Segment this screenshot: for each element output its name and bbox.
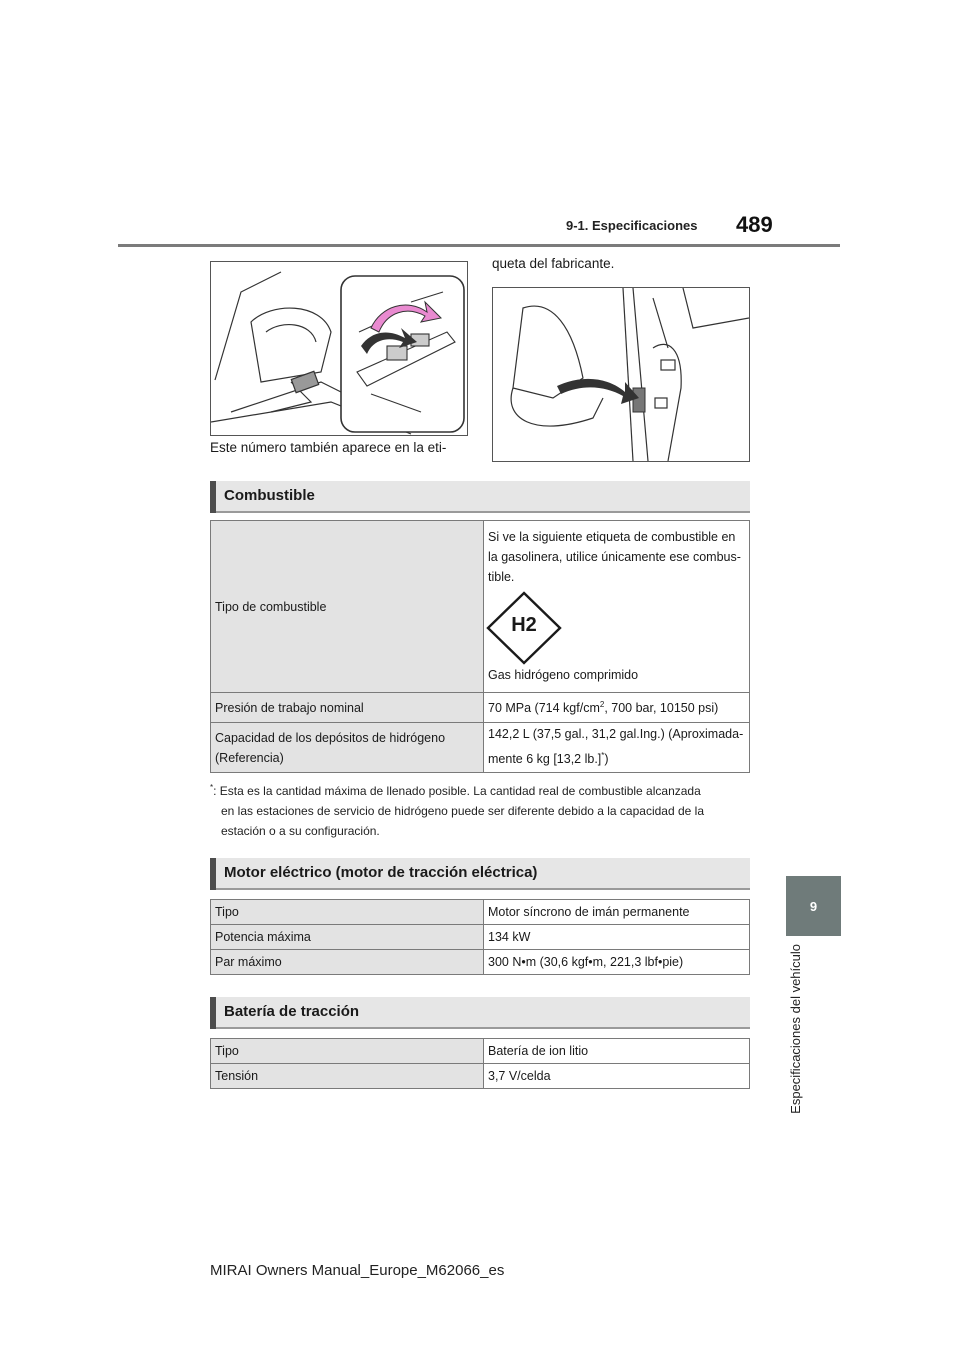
table-key: [211, 723, 484, 773]
table-key: Tensión: [211, 1064, 484, 1089]
table-row: [211, 521, 750, 693]
chapter-title-text: Especificaciones del vehículo: [788, 944, 803, 1114]
battery-table: [210, 1038, 750, 1089]
table-row: [211, 723, 750, 773]
fuel-note-line: Gas hidrógeno comprimido: [488, 668, 639, 682]
header-rule: [118, 244, 840, 247]
footnote-text: : Esta es la cantidad máxima de llenado posible. La cantidad real de combustible alcanzada: [213, 784, 701, 798]
superscript: 2: [599, 699, 605, 709]
section-accent: [210, 997, 216, 1029]
table-row: [211, 925, 750, 950]
section-title: 9-1. Especificaciones: [566, 218, 698, 233]
value-part: 70 MPa (714 kgf/cm: [488, 701, 600, 716]
h2-fuel-label: [488, 591, 745, 665]
value-part: ): [604, 752, 609, 767]
document-id: MIRAI Owners Manual_Europe_M62066_es: [210, 1262, 505, 1279]
fuel-note-line: la gasolinera, utilice únicamente ese combus-: [488, 550, 741, 564]
key-line: Capacidad de los depósitos de hidrógeno: [215, 730, 446, 745]
table-row: [211, 900, 750, 925]
section-accent: [210, 858, 216, 890]
table-value: [484, 693, 750, 723]
page-number: 489: [736, 212, 773, 237]
footnote-line: [210, 778, 750, 801]
table-row: [211, 1039, 750, 1064]
fuel-table: [210, 520, 750, 773]
chapter-title: [786, 944, 806, 1130]
value-part: , 700 bar, 10150 psi): [604, 701, 719, 716]
table-value: 300 N•m (30,6 kgf•m, 221,3 lbf•pie): [484, 950, 750, 975]
section-accent: [210, 481, 216, 513]
chapter-number: 9: [809, 898, 818, 914]
table-key: Tipo: [211, 1039, 484, 1064]
footnote: [210, 778, 750, 841]
value-line: 142,2 L (37,5 gal., 31,2 gal.Ing.) (Aproximada-: [488, 727, 744, 742]
table-key: Par máximo: [211, 950, 484, 975]
chapter-tab: [786, 876, 841, 936]
table-key: Presión de trabajo nominal: [211, 693, 484, 723]
fuel-note-line: tible.: [488, 570, 515, 584]
left-caption: Este número también aparece en la eti-: [210, 440, 447, 455]
section-header-battery: [210, 997, 750, 1029]
section-title-battery: Batería de tracción: [224, 1003, 360, 1020]
table-key: Potencia máxima: [211, 925, 484, 950]
section-header-motor: [210, 858, 750, 890]
section-title-motor: Motor eléctrico (motor de tracción eléctrica): [224, 864, 538, 881]
section-title-fuel: Combustible: [224, 487, 315, 504]
table-value: 134 kW: [484, 925, 750, 950]
table-value: Batería de ion litio: [484, 1039, 750, 1064]
footnote-mark: *: [210, 783, 214, 792]
key-line: (Referencia): [215, 750, 284, 765]
table-value: Motor síncrono de imán permanente: [484, 900, 750, 925]
table-row: [211, 950, 750, 975]
inset-detail: [341, 276, 464, 432]
seat-illustration: [210, 261, 468, 436]
superscript: *: [601, 751, 605, 761]
table-value: [484, 521, 750, 693]
value-line: [488, 745, 745, 770]
value-part: mente 6 kg [13,2 lb.]: [488, 752, 602, 767]
table-key: Tipo: [211, 900, 484, 925]
table-key: Tipo de combustible: [211, 521, 484, 693]
h2-symbol: H2: [511, 614, 537, 636]
table-row: [211, 1064, 750, 1089]
fuel-note-line: Si ve la siguiente etiqueta de combustible en: [488, 530, 736, 544]
motor-table: [210, 899, 750, 975]
right-caption: queta del fabricante.: [492, 256, 615, 271]
table-value: [484, 723, 750, 773]
table-value: 3,7 V/celda: [484, 1064, 750, 1089]
footnote-line: en las estaciones de servicio de hidrógeno puede ser diferente debido a la capacidad de la: [221, 804, 704, 818]
table-row: [211, 693, 750, 723]
footnote-line: estación o a su configuración.: [221, 824, 380, 838]
section-header-fuel: [210, 481, 750, 513]
door-pillar-illustration: [492, 287, 750, 462]
